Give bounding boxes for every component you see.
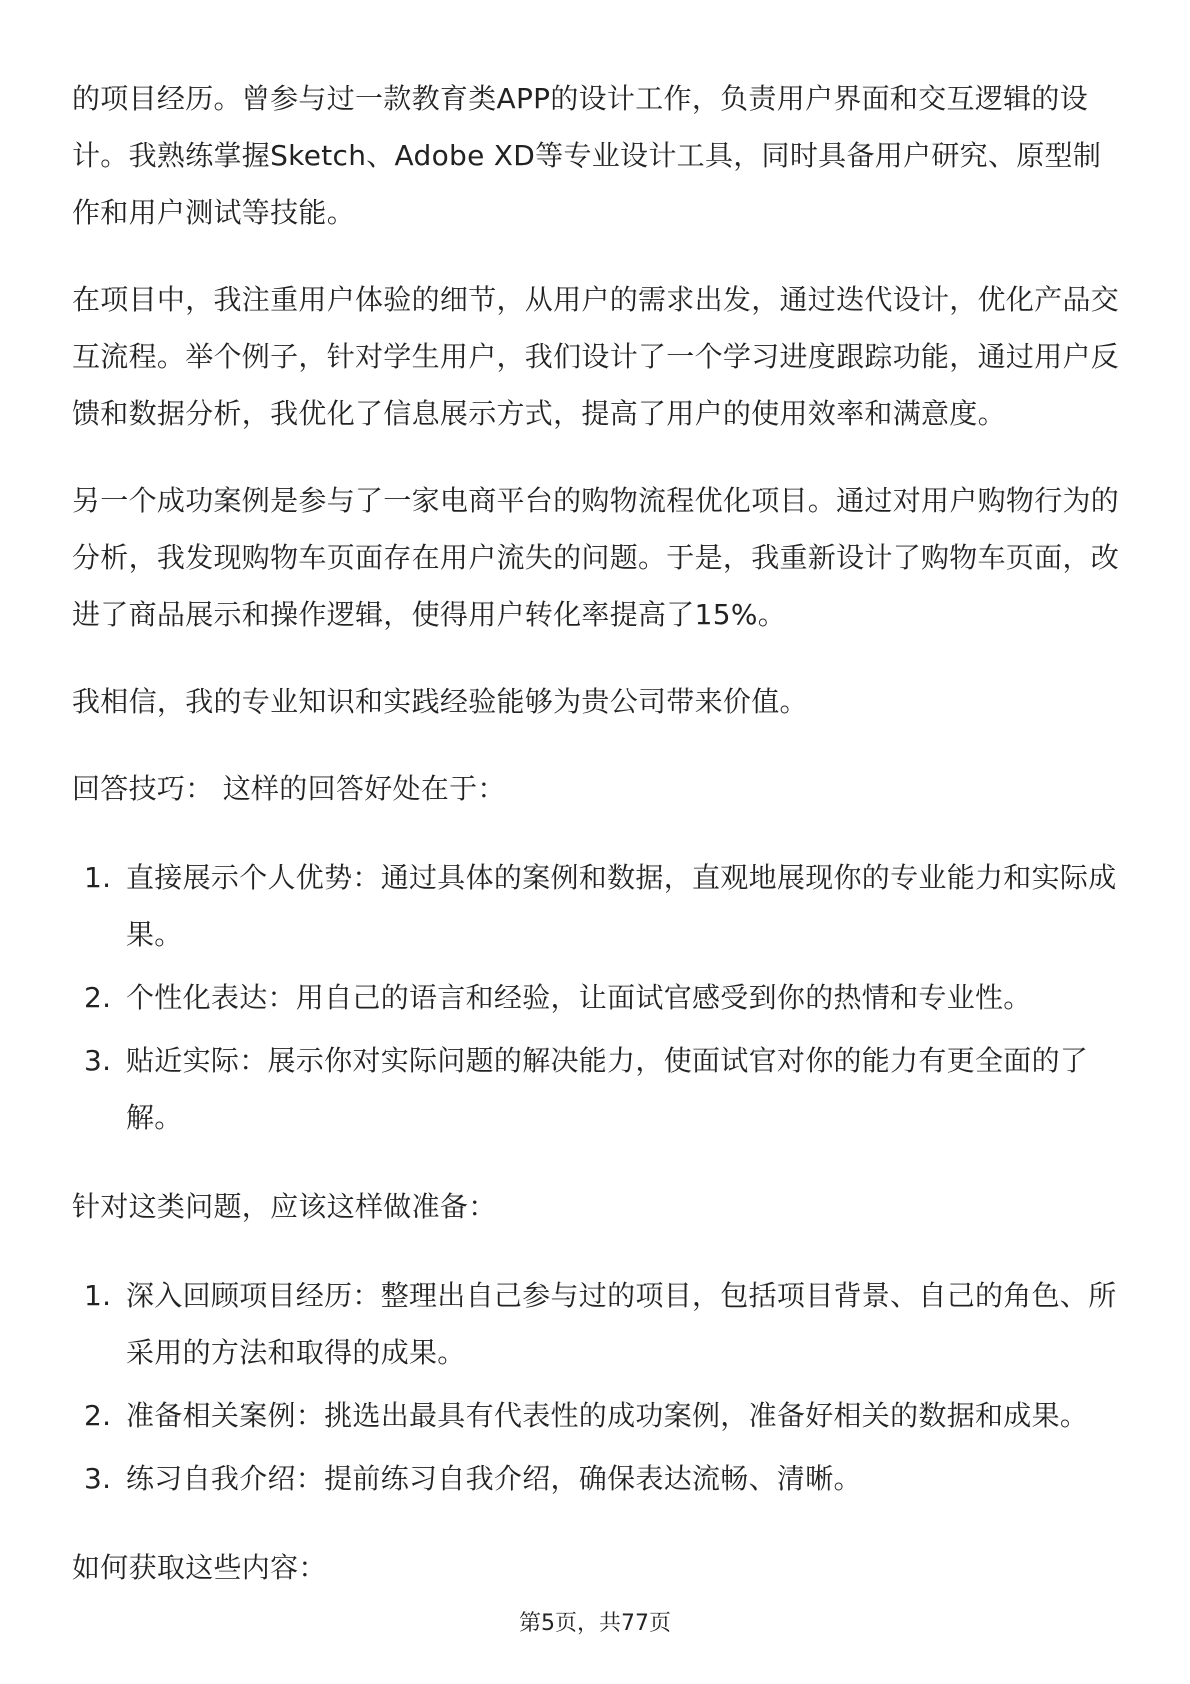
- document-body: [72, 70, 1122, 1628]
- paragraph-project-experience: 的项目经历。曾参与过一款教育类APP的设计工作，负责用户界面和交互逻辑的设计。我熟练掌握Sketch、Adobe XD等专业设计工具，同时具备用户研究、原型制作和用户测试等技能。: [72, 82, 1102, 229]
- list-item-text: 直接展示个人优势：通过具体的案例和数据，直观地展现你的专业能力和实际成果。: [126, 861, 1117, 951]
- list-item-text: 准备相关案例：挑选出最具有代表性的成功案例，准备好相关的数据和成果。: [126, 1399, 1089, 1432]
- list-item-text: 深入回顾项目经历：整理出自己参与过的项目，包括项目背景、自己的角色、所采用的方法和取得的成果。: [126, 1279, 1117, 1369]
- list-item-text: 个性化表达：用自己的语言和经验，让面试官感受到你的热情和专业性。: [126, 981, 1032, 1014]
- list-item-text: 贴近实际：展示你对实际问题的解决能力，使面试官对你的能力有更全面的了解。: [126, 1044, 1089, 1134]
- list-number: 3.: [84, 1462, 112, 1495]
- list-number: 3.: [84, 1044, 112, 1077]
- paragraph-user-experience: 在项目中，我注重用户体验的细节，从用户的需求出发，通过迭代设计，优化产品交互流程。举个例子，针对学生用户，我们设计了一个学习进度跟踪功能，通过用户反馈和数据分析，我优化了信息展示方式，提高了用户的使用效率和满意度。: [72, 283, 1120, 430]
- list-number: 1.: [84, 1279, 112, 1312]
- paragraph-conclusion: 我相信，我的专业知识和实践经验能够为贵公司带来价值。: [72, 685, 808, 718]
- list-item: [72, 849, 1122, 963]
- prep-list: [72, 1267, 1122, 1507]
- prep-heading: 针对这类问题，应该这样做准备：: [72, 1190, 497, 1223]
- list-item: [72, 1032, 1122, 1146]
- list-number: 2.: [84, 981, 112, 1014]
- paragraph-success-case: 另一个成功案例是参与了一家电商平台的购物流程优化项目。通过对用户购物行为的分析，我发现购物车页面存在用户流失的问题。于是，我重新设计了购物车页面，改进了商品展示和操作逻辑，使得用户转化率提高了15%。: [72, 484, 1120, 631]
- list-item: [72, 969, 1122, 1026]
- list-item: [72, 1387, 1122, 1444]
- list-item-text: 练习自我介绍：提前练习自我介绍，确保表达流畅、清晰。: [126, 1462, 862, 1495]
- tips-list: [72, 849, 1122, 1146]
- list-item: [72, 1267, 1122, 1381]
- list-number: 1.: [84, 861, 112, 894]
- page-footer: 第5页，共77页: [519, 1611, 671, 1636]
- final-heading: 如何获取这些内容：: [72, 1551, 327, 1584]
- list-number: 2.: [84, 1399, 112, 1432]
- tips-heading: 回答技巧： 这样的回答好处在于：: [72, 772, 506, 805]
- list-item: [72, 1450, 1122, 1507]
